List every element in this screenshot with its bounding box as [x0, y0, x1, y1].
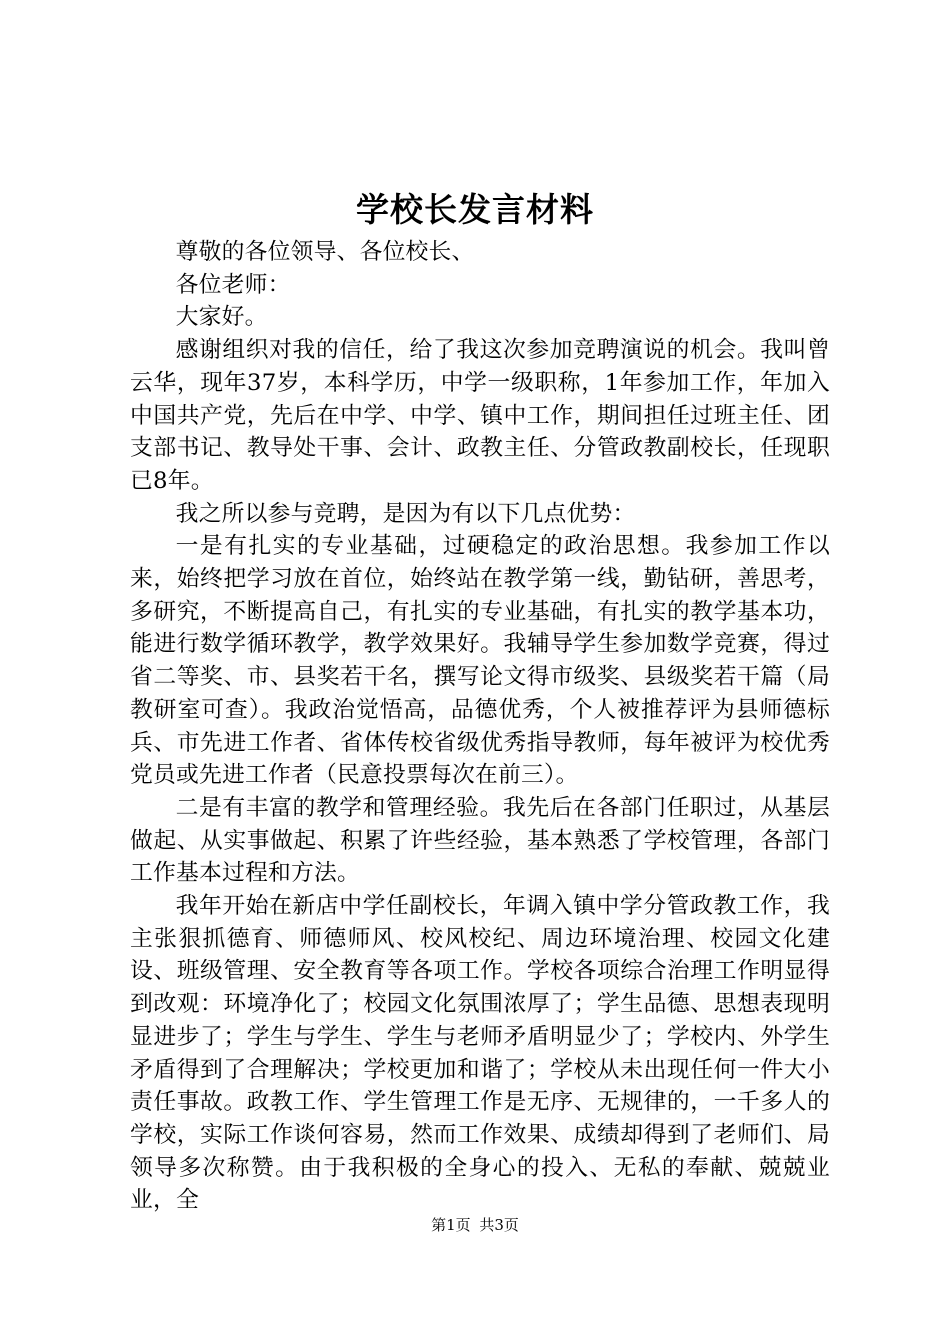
- paragraph-salutation: 尊敬的各位领导、各位校长、: [175, 239, 475, 265]
- paragraph-advantage-two: 二是有丰富的教学和管理经验。我先后在各部门任职过，从基层做起、从实事做起、积累了许些经验，基本熟悉了学校管理，各部门工作基本过程和方法。: [130, 794, 830, 887]
- page-number: 第1页: [431, 1216, 471, 1234]
- paragraph-introduction: 感谢组织对我的信任，给了我这次参加竞聘演说的机会。我叫曾云华，现年37岁，本科学历，中学一级职称，1年参加工作，年加入中国共产党，先后在中学、中学、镇中工作，期间担任过班主任、团支部书记、教导处干事、会计、政教主任、分管政教副校长，任现职已8年。: [130, 337, 830, 494]
- paragraph-greeting: 大家好。: [175, 304, 268, 331]
- document-title: 学校长发言材料: [356, 190, 594, 229]
- paragraph-reasons-intro: 我之所以参与竞聘，是因为有以下几点优势：: [175, 500, 636, 527]
- document-body: [130, 236, 830, 1217]
- paragraph-advantage-one: 一是有扎实的专业基础，过硬稳定的政治思想。我参加工作以来，始终把学习放在首位，始终站在教学第一线，勤钻研，善思考，多研究，不断提高自己，有扎实的专业基础，有扎实的教学基本功，能进行数学循环教学，教学效果好。我辅导学生参加数学竞赛，得过省二等奖、市、县奖若干名，撰写论文得市级奖、县级奖若干篇（局教研室可查）。我政治觉悟高，品德优秀，个人被推荐评为县师德标兵、市先进工作者、省体传校省级优秀指导教师，每年被评为校优秀党员或先进工作者（民意投票每次在前三）。: [130, 533, 830, 789]
- paragraph-salutation-teachers: 各位老师：: [175, 271, 291, 298]
- page-footer: [0, 1214, 950, 1236]
- page-total: 共3页: [479, 1216, 519, 1234]
- paragraph-work-experience: 我年开始在新店中学任副校长，年调入镇中学分管政教工作，我主张狠抓德育、师德师风、校风校纪、周边环境治理、校园文化建设、班级管理、安全教育等各项工作。学校各项综合治理工作明显得到改观：环境净化了；校园文化氛围浓厚了；学生品德、思想表现明显进步了；学生与学生、学生与老师矛盾明显少了；学校内、外学生矛盾得到了合理解决；学校更加和谐了；学校从未出现任何一件大小责任事故。政教工作、学生管理工作是无序、无规律的，一千多人的学校，实际工作谈何容易，然而工作效果、成绩却得到了老师们、局领导多次称赞。由于我积极的全身心的投入、无私的奉献、兢兢业业，全: [130, 893, 830, 1214]
